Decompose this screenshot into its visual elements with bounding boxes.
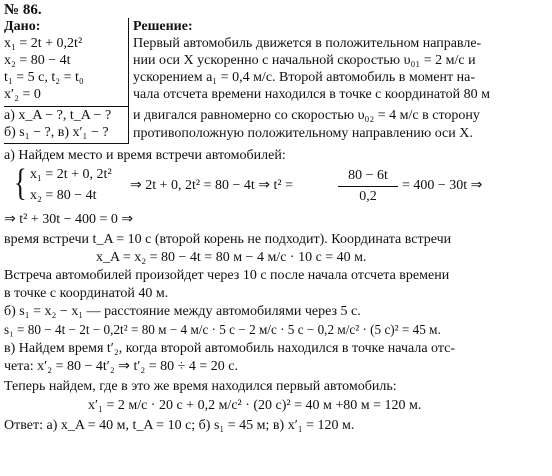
intro-line: и двигался равномерно со скоростью υ₀₂ = 4 м/с в сторону [133,108,480,123]
part-a-heading: а) Найдем место и время встречи автомобилей: [4,148,286,163]
problem-number: № 86. [4,2,42,18]
find-divider [4,143,128,144]
part-c-heading: чета: x′₂ = 80 − 4t′₂ ⇒ t′₂ = 80 ÷ 4 = 20 с. [4,359,238,374]
given-line: t₁ = 5 c, t₂ = t₀ [4,70,84,85]
intro-line: чала отсчета времени находился в точке с координатой 80 м [133,87,491,102]
answer: Ответ: а) x_A = 40 м, t_A = 10 с; б) s₁ = 45 м; в) x′₁ = 120 м. [4,418,355,433]
system-eq-1: x₁ = 2t + 0, 2t² [30,167,112,182]
given-vertical-rule [128,18,129,144]
intro-line: ускорением a₁ = 0,4 м/с. Второй автомобиль в момент на- [133,70,476,85]
part-c-find: Теперь найдем, где в это же время находился первый автомобиль: [4,379,397,394]
part-b-heading: б) s₁ = x₂ − x₁ — расстояние между автомобилями через 5 с. [4,304,361,319]
meet-time: время встречи t_A = 10 с (второй корень не подходит). Координата встречи [4,232,452,247]
fraction-numerator: 80 − 6t [348,168,388,183]
system-result-right: = 400 − 30t ⇒ [402,178,483,193]
find-line: а) x_A − ?, t_A − ? [4,108,112,123]
meet-text: Встреча автомобилей произойдет через 10 с после начала отсчета времени [4,268,450,283]
find-line: б) s₁ − ?, в) x′₁ − ? [4,125,109,140]
given-line: x₂ = 80 − 4t [4,53,71,68]
system-eq-2: x₂ = 80 − 4t [30,188,97,203]
system-result: ⇒ 2t + 0, 2t² = 80 − 4t ⇒ t² = [130,178,293,193]
intro-line: нии оси X ускоренно с начальной скоростью υ₀₁ = 2 м/с и [133,53,476,68]
solution-title: Решение: [133,19,193,34]
meet-text: в точке с координатой 40 м. [4,286,169,301]
given-title: Дано: [4,19,41,34]
fraction-denominator: 0,2 [359,189,377,204]
meet-coordinate: x_A = x₂ = 80 − 4t = 80 м − 4 м/с · 10 с = 40 м. [96,250,367,265]
intro-line: Первый автомобиль движется в положительном направле- [133,36,482,51]
system-brace: { [14,162,27,204]
given-divider [4,106,128,107]
given-line: x′₂ = 0 [4,87,41,102]
intro-line: противоположную положительному направлению оси X. [133,126,473,141]
fraction-bar [338,186,398,187]
part-c-calc: x′₁ = 2 м/с · 20 с + 0,2 м/с² · (20 с)² = 40 м +80 м = 120 м. [88,398,422,413]
part-c-heading: в) Найдем время t′₂, когда второй автомобиль находился в точке начала отс- [4,341,456,356]
given-line: x₁ = 2t + 0,2t² [4,36,83,51]
quadratic: ⇒ t² + 30t − 400 = 0 ⇒ [4,212,134,227]
part-b-calc: s₁ = 80 − 4t − 2t − 0,2t² = 80 м − 4 м/с · 5 с − 2 м/с · 5 с − 0,2 м/с² · (5 с)² = 45 м. [4,322,441,337]
